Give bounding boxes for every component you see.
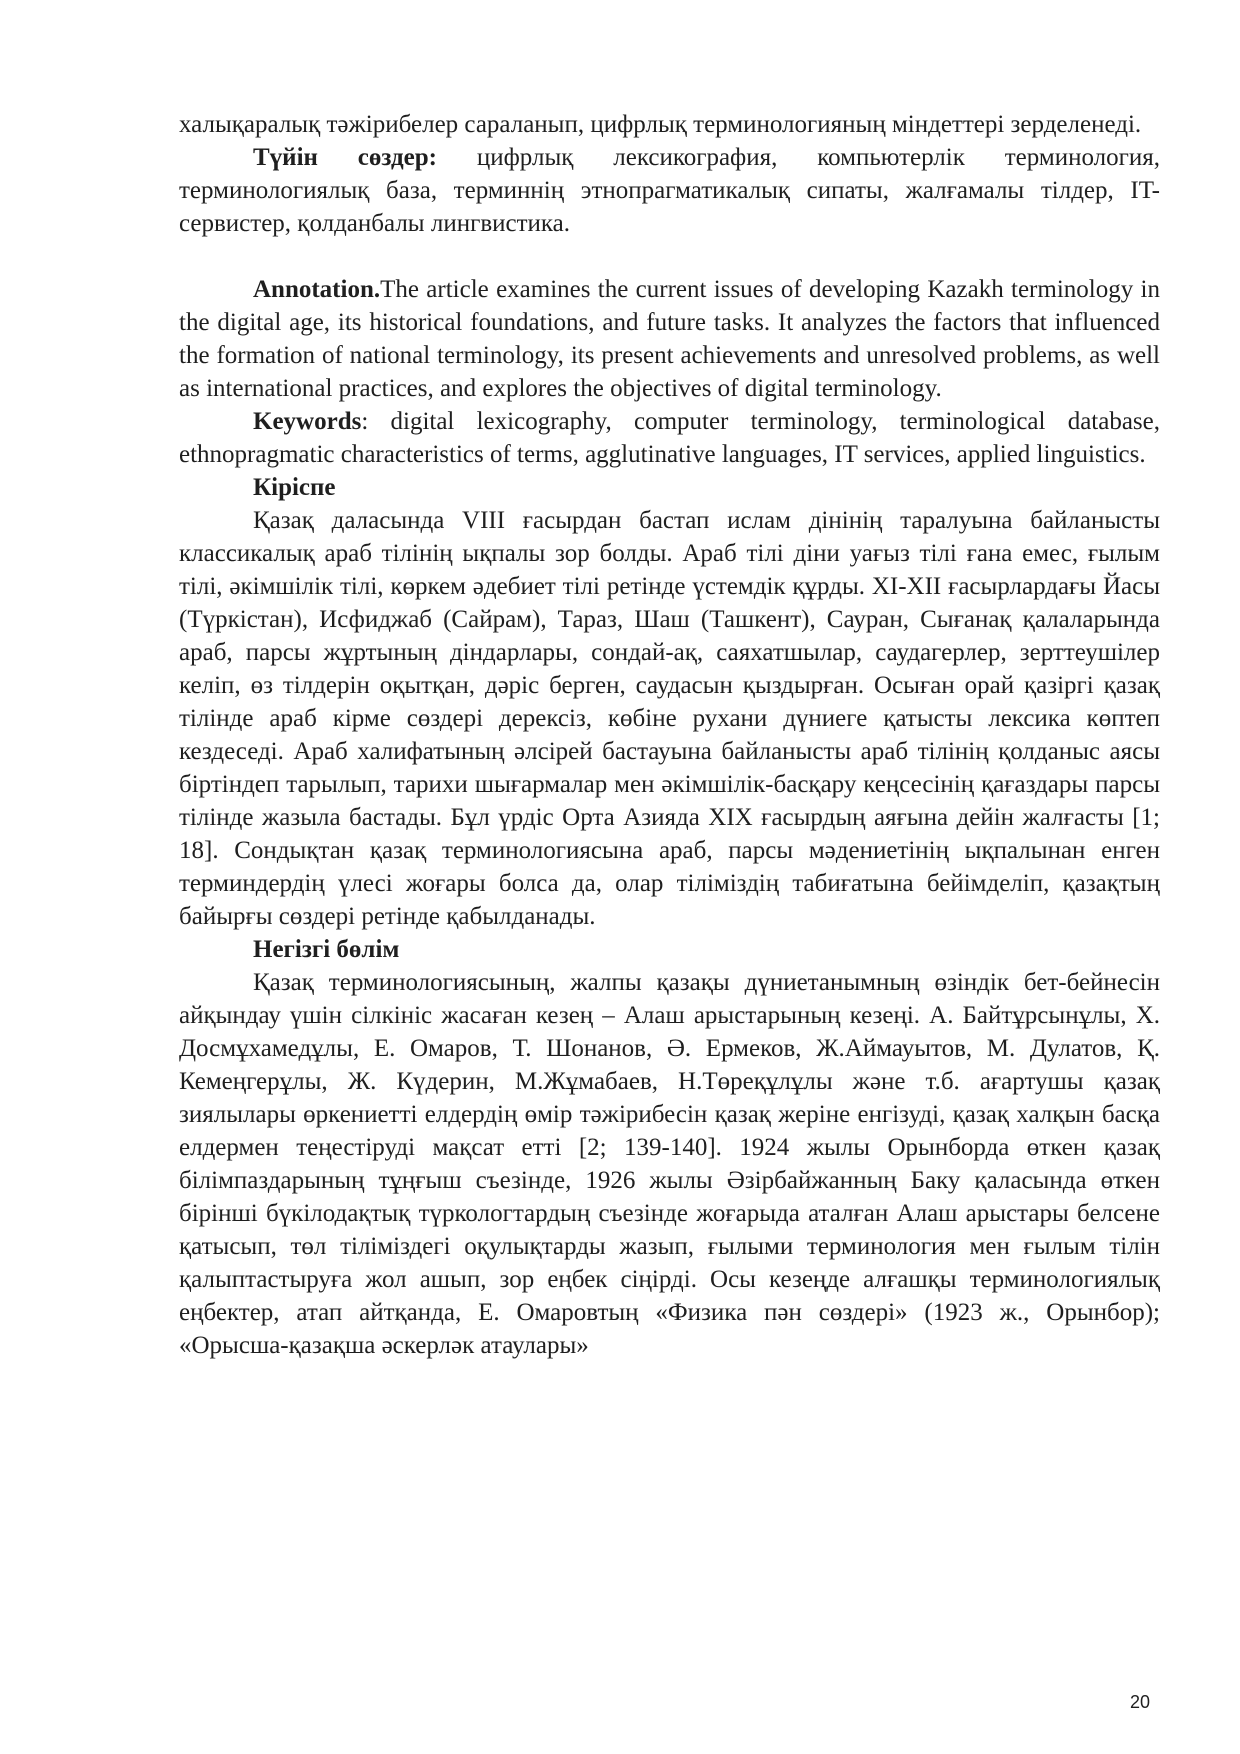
annotation-label: Annotation. bbox=[253, 276, 381, 303]
main-paragraph: Қазақ терминологиясының, жалпы қазақы дүниетанымның өзіндік бет-бейнесін айқындау үшін сілкініс жасаған кезең – Алаш арыстарының кезеңі. А. Байтұрсынұлы, Х. Досмұхамедұлы, Е. Омаров, Т. Шонанов, Ә. Ермеков, Ж.Аймауытов, М. Дулатов, Қ. Кемеңгерұлы, Ж. Күдерин, М.Жұмабаев, Н.Төреқұлұлы және т.б. ағартушы қазақ зиялылары өркениетті елдердің өмір тәжірибесін қазақ жеріне енгізуді, қазақ халқын басқа елдермен теңестіруді мақсат етті [2; 139-140]. 1924 жылы Орынборда өткен қазақ білімпаздарының тұңғыш съезінде, 1926 жылы Әзірбайжанның Баку қаласында өткен бірінші бүкілодақтық түркологтардың съезінде жоғарыда аталған Алаш арыстары белсене қатысып, төл тіліміздегі оқулықтарды жазып, ғылыми терминология мен ғылым тілін қалыптастыруға жол ашып, зор еңбек сіңірді. Осы кезеңде алғашқы терминологиялық еңбектер, атап айтқанда, Е. Омаровтың «Физика пән сөздері» (1923 ж., Орынбор); «Орысша-қазақша әскерләк атаулары» bbox=[179, 969, 1160, 1359]
intro-paragraph: Қазақ даласында VIII ғасырдан бастап ислам дінінің таралуына байланысты классикалық араб тілінің ықпалы зор болды. Араб тілі діни уағыз тілі ғана емес, ғылым тілі, әкімшілік тілі, көркем әдебиет тілі ретінде үстемдік құрды. XI-XII ғасырлардағы Йасы (Түркістан), Исфиджаб (Сайрам), Тараз, Шаш (Ташкент), Сауран, Сығанақ қалаларында араб, парсы жұртының діндарлары, сондай-ақ, саяхатшылар, саудагерлер, зерттеушілер келіп, өз тілдерін оқытқан, дәріс берген, саудасын қыздырған. Осыған орай қазіргі қазақ тілінде араб кірме сөздері дерексіз, көбіне рухани дүниеге қатысты лексика көптеп кездеседі. Араб халифатының әлсірей бастауына байланысты араб тілінің қолданыс аясы біртіндеп тарылып, тарихи шығармалар мен әкімшілік-басқару кеңсесінің қағаздары парсы тілінде жазыла бастады. Бұл үрдіс Орта Азияда XIX ғасырдың аяғына дейін жалғасты [1; 18]. Сондықтан қазақ терминологиясына араб, парсы мәдениетінің ықпалынан енген терминдердің үлесі жоғары болса да, олар тіліміздің табиғатына бейімделіп, қазақтың байырғы сөздері ретінде қабылданады. bbox=[179, 507, 1160, 930]
keywords-english bbox=[179, 405, 1160, 471]
main-heading: Негізгі бөлім bbox=[253, 936, 400, 963]
keywords-english-label: Keywords bbox=[253, 408, 362, 435]
annotation-paragraph bbox=[179, 273, 1160, 405]
keywords-kazakh-label: Түйін сөздер: bbox=[253, 144, 437, 171]
keywords-english-text: : digital lexicography, computer terminology, terminological database, ethnopragmatic characteristics of terms, agglutinative languages, IT services, applied linguistics. bbox=[179, 408, 1160, 468]
annotation-text: The article examines the current issues of developing Kazakh terminology in the digital age, its historical foundations, and future tasks. It analyzes the factors that influenced the formation of national terminology, its present achievements and unresolved problems, as well as international practices, and explores the objectives of digital terminology. bbox=[179, 276, 1160, 402]
abstract-continuation: халықаралық тәжірибелер сараланып, цифрлық терминологияның міндеттері зерделенеді. bbox=[179, 111, 1142, 138]
keywords-kazakh-text: цифрлық лексикография, компьютерлік терминология, терминологиялық база, терминнің этнопрагматикалық сипаты, жалғамалы тілдер, IT-сервистер, қолданбалы лингвистика. bbox=[179, 144, 1160, 237]
intro-heading: Кіріспе bbox=[253, 474, 336, 501]
keywords-kazakh bbox=[179, 141, 1160, 240]
page-body bbox=[179, 108, 1160, 1362]
page-number: 20 bbox=[1129, 1692, 1150, 1712]
